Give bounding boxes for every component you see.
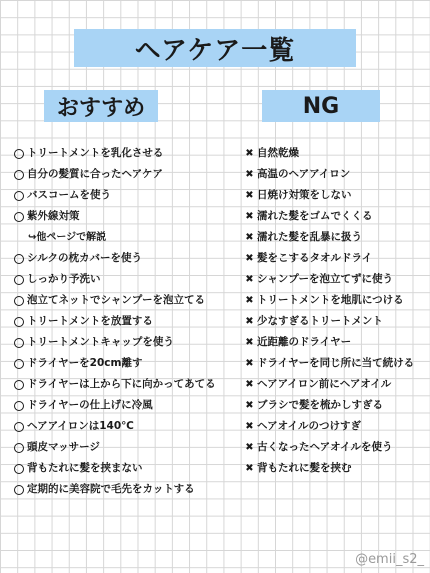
list-item-label: 背もたれに髪を挟む bbox=[257, 462, 352, 474]
list-item-label: 自分の髪質に合ったヘアケア bbox=[27, 168, 163, 180]
list-item-label: 髪をこするタオルドライ bbox=[257, 252, 373, 264]
list-item bbox=[14, 458, 236, 479]
list-item-label: 頭皮マッサージ bbox=[27, 441, 100, 453]
list-item-label: シャンプーを泡立てずに使う bbox=[257, 273, 393, 285]
list-item-label: 高温のヘアアイロン bbox=[257, 168, 351, 180]
circle-icon bbox=[14, 464, 24, 474]
circle-icon bbox=[14, 380, 24, 390]
list-item bbox=[244, 269, 428, 290]
watermark: @emii_s2_ bbox=[355, 552, 424, 567]
title-banner bbox=[74, 29, 356, 67]
list-item-label: 少なすぎるトリートメント bbox=[257, 315, 383, 327]
cross-icon: ✖ bbox=[245, 337, 254, 348]
list-item-label: 日焼け対策をしない bbox=[257, 189, 352, 201]
list-item-label: ドライヤーを20cm離す bbox=[27, 357, 143, 369]
cross-icon: ✖ bbox=[245, 148, 254, 159]
list-item-label: ヘアオイルのつけすぎ bbox=[257, 420, 362, 432]
list-item-label: ↪︎他ページで解説 bbox=[28, 232, 107, 243]
list-item bbox=[244, 416, 428, 437]
list-item bbox=[244, 332, 428, 353]
list-item-label: ヘアアイロンは140℃ bbox=[27, 420, 134, 432]
list-item bbox=[14, 353, 236, 374]
list-item-label: トリートメントキャップを使う bbox=[27, 336, 174, 348]
list-item bbox=[244, 458, 428, 479]
list-item-label: シルクの枕カバーを使う bbox=[27, 252, 143, 264]
list-item bbox=[14, 290, 236, 311]
list-item bbox=[244, 143, 428, 164]
list-item-label: 泡立てネットでシャンプーを泡立てる bbox=[27, 294, 205, 306]
circle-icon bbox=[14, 422, 24, 432]
ng-list bbox=[244, 143, 428, 479]
circle-icon bbox=[14, 401, 24, 411]
cross-icon: ✖ bbox=[245, 211, 254, 222]
list-item-label: 背もたれに髪を挟まない bbox=[27, 462, 143, 474]
list-item bbox=[14, 332, 236, 353]
list-item bbox=[14, 374, 236, 395]
list-item bbox=[14, 437, 236, 458]
circle-icon bbox=[14, 254, 24, 264]
list-item bbox=[244, 248, 428, 269]
cross-icon: ✖ bbox=[245, 379, 254, 390]
list-item-label: 濡れた髪をゴムでくくる bbox=[257, 210, 373, 222]
list-item bbox=[14, 479, 236, 500]
list-item bbox=[244, 185, 428, 206]
list-item bbox=[14, 206, 236, 227]
recommend-list bbox=[14, 143, 236, 500]
cross-icon: ✖ bbox=[245, 421, 254, 432]
cross-icon: ✖ bbox=[245, 316, 254, 327]
list-item bbox=[244, 290, 428, 311]
list-item bbox=[14, 143, 236, 164]
list-item bbox=[244, 164, 428, 185]
list-item-label: 濡れた髪を乱暴に扱う bbox=[257, 231, 362, 243]
list-item bbox=[244, 227, 428, 248]
circle-icon bbox=[14, 296, 24, 306]
circle-icon bbox=[14, 149, 24, 159]
ng-heading: NG bbox=[302, 93, 340, 119]
circle-icon bbox=[14, 191, 24, 201]
list-item-label: ヘアアイロン前にヘアオイル bbox=[257, 378, 392, 390]
circle-icon bbox=[14, 212, 24, 222]
cross-icon: ✖ bbox=[245, 295, 254, 306]
list-item-label: トリートメントを地肌につける bbox=[257, 294, 404, 306]
cross-icon: ✖ bbox=[245, 232, 254, 243]
circle-icon bbox=[14, 443, 24, 453]
list-item bbox=[244, 395, 428, 416]
list-item bbox=[14, 395, 236, 416]
list-item-label: 近距離のドライヤー bbox=[257, 336, 352, 348]
page-title: ヘアケア一覧 bbox=[134, 35, 296, 66]
list-item bbox=[244, 206, 428, 227]
cross-icon: ✖ bbox=[245, 463, 254, 474]
list-item-label: バスコームを使う bbox=[27, 189, 111, 201]
cross-icon: ✖ bbox=[245, 253, 254, 264]
list-item-label: 古くなったヘアオイルを使う bbox=[257, 441, 393, 453]
cross-icon: ✖ bbox=[245, 442, 254, 453]
list-item bbox=[14, 185, 236, 206]
list-item bbox=[244, 311, 428, 332]
recommend-heading: おすすめ bbox=[56, 95, 146, 121]
cross-icon: ✖ bbox=[245, 274, 254, 285]
list-item-label: ドライヤーは上から下に向かってあてる bbox=[27, 378, 216, 390]
circle-icon bbox=[14, 275, 24, 285]
list-item-label: 紫外線対策 bbox=[27, 210, 80, 222]
list-item bbox=[244, 437, 428, 458]
cross-icon: ✖ bbox=[245, 400, 254, 411]
circle-icon bbox=[14, 485, 24, 495]
ng-heading-box bbox=[262, 90, 380, 122]
list-item bbox=[14, 248, 236, 269]
list-item bbox=[244, 374, 428, 395]
recommend-heading-box bbox=[44, 90, 158, 122]
list-item bbox=[14, 227, 236, 248]
circle-icon bbox=[14, 317, 24, 327]
list-item bbox=[14, 311, 236, 332]
list-item bbox=[14, 164, 236, 185]
list-item bbox=[14, 416, 236, 437]
circle-icon bbox=[14, 170, 24, 180]
list-item-label: ブラシで髪を梳かしすぎる bbox=[257, 399, 383, 411]
list-item-label: トリートメントを乳化させる bbox=[27, 147, 164, 159]
list-item bbox=[14, 269, 236, 290]
list-item-label: 自然乾燥 bbox=[257, 147, 299, 159]
circle-icon bbox=[14, 338, 24, 348]
cross-icon: ✖ bbox=[245, 358, 254, 369]
cross-icon: ✖ bbox=[245, 190, 254, 201]
list-item-label: しっかり予洗い bbox=[27, 273, 101, 285]
list-item-label: 定期的に美容院で毛先をカットする bbox=[27, 483, 195, 495]
list-item bbox=[244, 353, 428, 374]
list-item-label: ドライヤーを同じ所に当て続ける bbox=[257, 357, 415, 369]
list-item-label: ドライヤーの仕上げに冷風 bbox=[27, 399, 153, 411]
circle-icon bbox=[14, 359, 24, 369]
list-item-label: トリートメントを放置する bbox=[27, 315, 153, 327]
cross-icon: ✖ bbox=[245, 169, 254, 180]
